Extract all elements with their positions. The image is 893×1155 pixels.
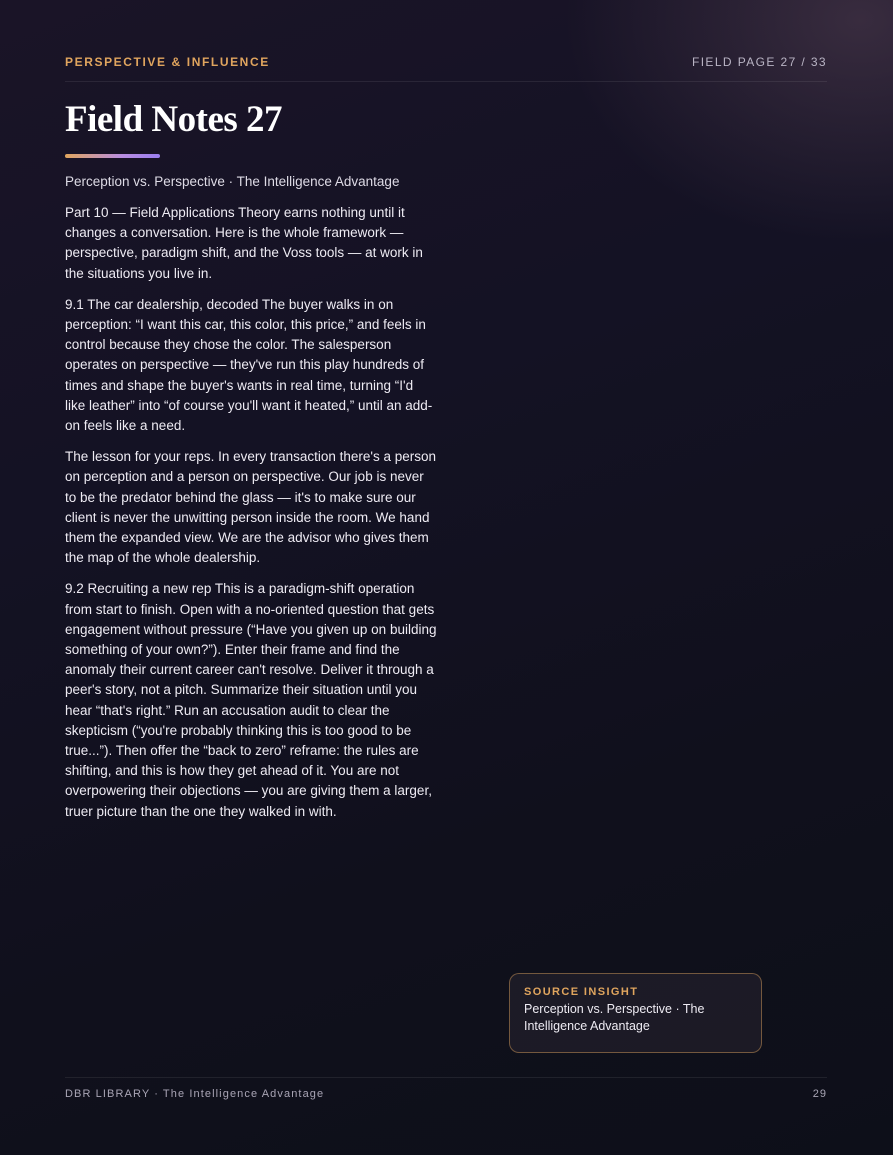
page-indicator: FIELD PAGE 27 / 33 (691, 55, 827, 69)
page-header (65, 55, 827, 82)
page-title: Field Notes 27 (65, 99, 283, 140)
body-text (65, 203, 437, 833)
section-label: PERSPECTIVE & INFLUENCE (65, 55, 270, 69)
paragraph: 9.2 Recruiting a new rep This is a paradigm-shift operation from start to finish. Open with a no-oriented question that gets engagement without pressure (“Have you given up on building something of your own?”). Enter their frame and find the anomaly their current career can't resolve. Deliver it through a peer's story, not a pitch. Summarize their situation until you hear “that's right.” Run an accusation audit to clear the skepticism (“you're probably thinking this is too good to be true...”). Then offer the “back to zero” reframe: the rules are shifting, and this is how they get ahead of it. You are not overpowering their objections — you are giving them a larger, truer picture than the one they walked in with. (65, 581, 437, 819)
source-insight-card (509, 973, 762, 1053)
paragraph: The lesson for your reps. In every transaction there's a person on perception and a person on perspective. Our job is never to be the predator behind the glass — it's to make sure our client is never the unwitting person inside the room. We hand them the expanded view. We are the advisor who gives them the map of the whole dealership. (65, 449, 437, 566)
footer-page-number: 29 (812, 1088, 827, 1100)
page-footer (65, 1077, 827, 1108)
title-underline (65, 154, 160, 158)
paragraph: 9.1 The car dealership, decoded The buyer walks in on perception: “I want this car, this color, this price,” and feels in control because they chose the color. The salesperson operates on perspective — they've run this play hundreds of times and shape the buyer's wants in real time, turning “I'd like leather” into “of course you'll want it heated,” until an add-on feels like a need. (65, 296, 433, 434)
page-subtitle: Perception vs. Perspective · The Intelligence Advantage (65, 174, 400, 189)
source-insight-label: SOURCE INSIGHT (524, 986, 639, 998)
source-insight-text: Perception vs. Perspective · The Intelligence Advantage (524, 1002, 705, 1033)
footer-library-label: DBR LIBRARY · The Intelligence Advantage (65, 1088, 325, 1100)
paragraph: Part 10 — Field Applications Theory earns nothing until it changes a conversation. Here is the whole framework — perspective, paradigm shift, and the Voss tools — at work in the situations you live in. (65, 205, 423, 281)
